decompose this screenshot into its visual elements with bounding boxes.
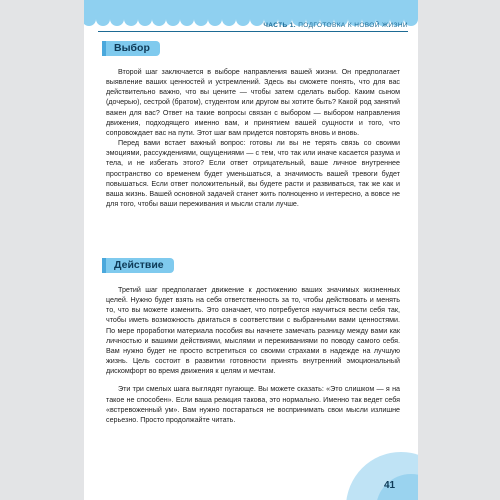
decorative-scallop [250,12,264,26]
paragraph: Эти три смелых шага выглядят пугающе. Вы можете сказать: «Это слишком — я на такое не способен». Если ваша реакция такова, это нормально. Именно так ведет себя «встревоженный ум». Вам нужно постараться не воспринимать свои мысли излишне серьезно. Просто продолжайте читать. [106,385,400,424]
decorative-scallop [222,12,236,26]
decorative-scallop [194,12,208,26]
book-page [84,0,418,500]
paragraph: Третий шаг предполагает движение к достижению ваших значимых жизненных целей. Нужно будет взять на себя ответственность за то, чтобы действовать и менять то, что вы можете изменить. Это означает, что потребуется научиться вести себя так, чтобы иметь возможность двигаться в соответствии с выбранными вами ценностями. По мере проработки материала пособия вы начнете замечать разницу между вами как личностью и вашими действиями, мыслями и переживаниями по поводу самого себя. Вам нужно будет не просто встретиться со своими страхами в надежде на лучшую жизнь. Цель состоит в развитии готовности принять внутренний эмоциональный дискомфорт во время движения к целям и мечтам. [106,286,400,376]
page-number: 41 [384,480,396,491]
section-heading-action: Действие [106,258,174,273]
decorative-scallop [110,12,124,26]
paragraph: Перед вами встает важный вопрос: готовы ли вы не терять связь со своими эмоциями, рассуждениями, ощущениями — с тем, что так или иначе касается разума и тела, и не избегать этого? Если ответ отрицательный, ваше личное внутреннее пространство со временем будет уменьшаться, а значимость вашей тревоги будет повышаться. Если ответ положительный, вы будете расти и развиваться, так же как и ваша жизнь. Вашей основной задачей станет жить полноценно и интересно, а вовсе не для того, чтобы ваши переживания и мысли стали лучше. [106,139,400,209]
header-part-label: ЧАСТЬ 1. [263,22,297,29]
paragraph: Второй шаг заключается в выборе направления вашей жизни. Он предполагает выявление ваших ценностей и устремлений. Здесь вы сможете понять, что для вас действительно важно, что вы цените — чтобы затем сделать выбор. Каким сыном (дочерью), сестрой (братом), студентом или другом вы хотите быть? Какой род занятий важен для вас? Ответ на такие вопросы связан с выбором — выбором направления движения, подходящего именно вам, и принятием вашей сущности и того, что сопровождает вас на пути. Этот шаг вам придется повторять вновь и вновь. [106,68,400,137]
decorative-scallop [96,12,110,26]
header-part-title: ПОДГОТОВКА К НОВОЙ ЖИЗНИ [298,22,408,29]
decorative-scallop [152,12,166,26]
decorative-scallop [84,12,96,26]
decorative-scallop [138,12,152,26]
section-heading-choice: Выбор [106,41,160,56]
running-header [263,22,408,29]
decorative-scallop [208,12,222,26]
decorative-scallop [236,12,250,26]
decorative-scallop [180,12,194,26]
decorative-scallop [124,12,138,26]
section-body-choice [106,67,400,209]
decorative-scallop [166,12,180,26]
header-rule [98,31,408,32]
section-body-action [106,285,400,425]
